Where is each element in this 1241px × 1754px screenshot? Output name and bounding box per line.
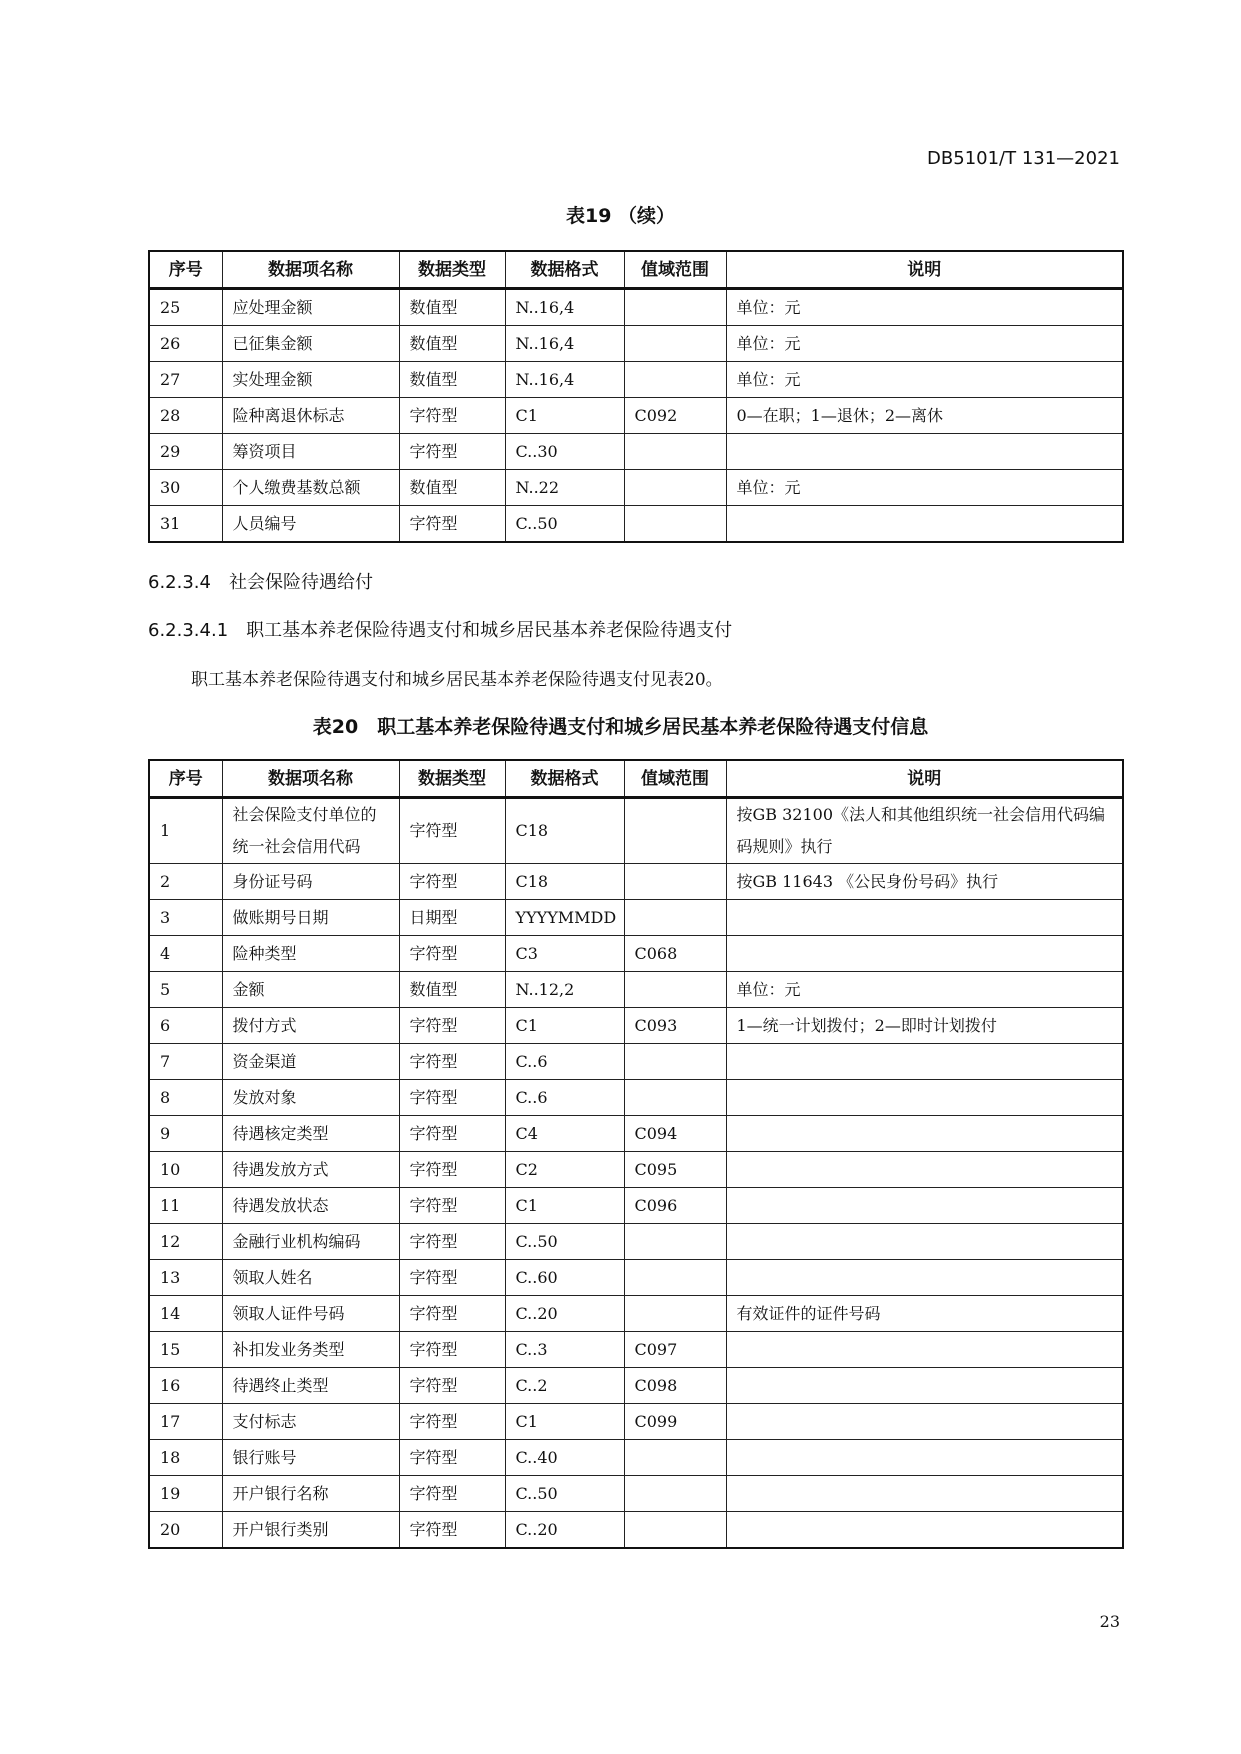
column-header: 数据格式 — [505, 760, 624, 798]
table-cell: C..60 — [505, 1260, 624, 1296]
table-cell: 13 — [149, 1260, 222, 1296]
table-cell: 12 — [149, 1224, 222, 1260]
table-row — [149, 1080, 1123, 1116]
column-header: 序号 — [149, 251, 222, 289]
table-cell: 字符型 — [399, 1296, 505, 1332]
table-cell: 金额 — [222, 972, 399, 1008]
table-cell: 个人缴费基数总额 — [222, 470, 399, 506]
table-cell: C18 — [505, 798, 624, 864]
table-cell: C1 — [505, 1404, 624, 1440]
table-cell: 6 — [149, 1008, 222, 1044]
table-cell: 日期型 — [399, 900, 505, 936]
table-cell — [726, 1152, 1123, 1188]
table-cell: 筹资项目 — [222, 434, 399, 470]
table-cell — [624, 1080, 726, 1116]
table-cell: 19 — [149, 1476, 222, 1512]
table-cell: 字符型 — [399, 1008, 505, 1044]
document-number: DB5101/T 131—2021 — [927, 148, 1120, 169]
table-row — [149, 1332, 1123, 1368]
table-cell — [726, 1188, 1123, 1224]
table-cell: 字符型 — [399, 864, 505, 900]
table-row — [149, 1512, 1123, 1549]
table-cell: C..6 — [505, 1044, 624, 1080]
table-cell: 数值型 — [399, 362, 505, 398]
table-cell: 有效证件的证件号码 — [726, 1296, 1123, 1332]
table-cell: 字符型 — [399, 1152, 505, 1188]
column-header: 说明 — [726, 760, 1123, 798]
table-cell: C18 — [505, 864, 624, 900]
table-cell: 字符型 — [399, 1404, 505, 1440]
table-cell — [726, 1044, 1123, 1080]
table-cell: 25 — [149, 289, 222, 326]
table-cell — [624, 289, 726, 326]
table-cell — [624, 1476, 726, 1512]
table-cell: 15 — [149, 1332, 222, 1368]
table-cell: 开户银行名称 — [222, 1476, 399, 1512]
table-cell — [624, 1512, 726, 1549]
table-cell: 资金渠道 — [222, 1044, 399, 1080]
table-row — [149, 1368, 1123, 1404]
table-row — [149, 1152, 1123, 1188]
table-cell: C1 — [505, 1188, 624, 1224]
table-cell: 字符型 — [399, 1044, 505, 1080]
table-cell — [624, 506, 726, 543]
table-cell: 数值型 — [399, 470, 505, 506]
table-cell: N..12,2 — [505, 972, 624, 1008]
paragraph: 职工基本养老保险待遇支付和城乡居民基本养老保险待遇支付见表20。 — [191, 670, 723, 690]
column-header: 数据项名称 — [222, 760, 399, 798]
table-cell — [624, 864, 726, 900]
table-cell: 字符型 — [399, 1188, 505, 1224]
table-row — [149, 1260, 1123, 1296]
table-cell: 8 — [149, 1080, 222, 1116]
table-cell: N..22 — [505, 470, 624, 506]
table-cell — [624, 900, 726, 936]
table-row — [149, 900, 1123, 936]
table-cell: 领取人证件号码 — [222, 1296, 399, 1332]
table-cell — [624, 1296, 726, 1332]
table-row — [149, 972, 1123, 1008]
table-cell: C..50 — [505, 1476, 624, 1512]
table-cell — [624, 1260, 726, 1296]
table-cell: 字符型 — [399, 1260, 505, 1296]
table-cell: C..20 — [505, 1296, 624, 1332]
table-cell: 字符型 — [399, 798, 505, 864]
table-cell: C095 — [624, 1152, 726, 1188]
table-row — [149, 326, 1123, 362]
table-cell: 拨付方式 — [222, 1008, 399, 1044]
table-cell: C098 — [624, 1368, 726, 1404]
table-cell: 字符型 — [399, 1440, 505, 1476]
table-cell: 按GB 32100《法人和其他组织统一社会信用代码编码规则》执行 — [726, 798, 1123, 864]
table-cell: 险种离退休标志 — [222, 398, 399, 434]
table-cell: C..50 — [505, 1224, 624, 1260]
table-cell: 待遇核定类型 — [222, 1116, 399, 1152]
table-cell: 单位：元 — [726, 326, 1123, 362]
table-cell: 发放对象 — [222, 1080, 399, 1116]
table-cell: C..40 — [505, 1440, 624, 1476]
table-cell: 5 — [149, 972, 222, 1008]
table-cell: 字符型 — [399, 398, 505, 434]
table-cell: 字符型 — [399, 1368, 505, 1404]
table-cell: N..16,4 — [505, 362, 624, 398]
table-row — [149, 1476, 1123, 1512]
table-row — [149, 434, 1123, 470]
column-header: 序号 — [149, 760, 222, 798]
table-cell — [624, 1440, 726, 1476]
table-cell: 3 — [149, 900, 222, 936]
table-row — [149, 1116, 1123, 1152]
table-cell: 实处理金额 — [222, 362, 399, 398]
table-cell: 身份证号码 — [222, 864, 399, 900]
table-row — [149, 289, 1123, 326]
table-row — [149, 798, 1123, 864]
table-cell: 字符型 — [399, 1080, 505, 1116]
table-cell — [726, 900, 1123, 936]
table-cell: 字符型 — [399, 1512, 505, 1549]
table-cell: 9 — [149, 1116, 222, 1152]
table-cell — [726, 1260, 1123, 1296]
table-cell: 数值型 — [399, 326, 505, 362]
table-cell: C..30 — [505, 434, 624, 470]
table-cell: 4 — [149, 936, 222, 972]
table-cell: C..50 — [505, 506, 624, 543]
table-cell: C2 — [505, 1152, 624, 1188]
table-cell — [726, 1224, 1123, 1260]
table-cell: 字符型 — [399, 936, 505, 972]
column-header: 数据类型 — [399, 760, 505, 798]
table-cell — [624, 1044, 726, 1080]
table-cell — [726, 1440, 1123, 1476]
table-cell: C093 — [624, 1008, 726, 1044]
header-row — [149, 251, 1123, 289]
table-row — [149, 936, 1123, 972]
table-cell: C..20 — [505, 1512, 624, 1549]
column-header: 值域范围 — [624, 760, 726, 798]
table-row — [149, 864, 1123, 900]
table-cell: 29 — [149, 434, 222, 470]
table-cell: 补扣发业务类型 — [222, 1332, 399, 1368]
column-header: 数据格式 — [505, 251, 624, 289]
table-cell: C..6 — [505, 1080, 624, 1116]
table-row — [149, 1440, 1123, 1476]
table-cell: C1 — [505, 1008, 624, 1044]
table-cell — [624, 434, 726, 470]
table-cell: YYYYMMDD — [505, 900, 624, 936]
subsection-heading: 6.2.3.4.1 职工基本养老保险待遇支付和城乡居民基本养老保险待遇支付 — [148, 620, 733, 641]
table-cell: 17 — [149, 1404, 222, 1440]
table-cell: 14 — [149, 1296, 222, 1332]
table-cell: 11 — [149, 1188, 222, 1224]
table-cell — [624, 362, 726, 398]
table-row — [149, 1296, 1123, 1332]
table-cell: 1 — [149, 798, 222, 864]
table19-title: 表19 （续） — [565, 205, 676, 227]
table-cell: 26 — [149, 326, 222, 362]
table-cell — [726, 1512, 1123, 1549]
table-cell: N..16,4 — [505, 289, 624, 326]
table-cell: 社会保险支付单位的统一社会信用代码 — [222, 798, 399, 864]
table-row — [149, 1008, 1123, 1044]
table-cell: 16 — [149, 1368, 222, 1404]
table-cell: C068 — [624, 936, 726, 972]
table-cell: 数值型 — [399, 289, 505, 326]
table-cell: 险种类型 — [222, 936, 399, 972]
table-row — [149, 1044, 1123, 1080]
column-header: 值域范围 — [624, 251, 726, 289]
table-cell — [726, 1116, 1123, 1152]
table20-title: 表20 职工基本养老保险待遇支付和城乡居民基本养老保险待遇支付信息 — [312, 716, 929, 738]
table20 — [148, 759, 1124, 1549]
header-row — [149, 760, 1123, 798]
table-row — [149, 1188, 1123, 1224]
table-cell: 18 — [149, 1440, 222, 1476]
table-row — [149, 470, 1123, 506]
table-cell — [624, 972, 726, 1008]
table-cell — [624, 1224, 726, 1260]
table-cell — [726, 1368, 1123, 1404]
table-cell: 单位：元 — [726, 289, 1123, 326]
table-cell: 31 — [149, 506, 222, 543]
table-cell — [624, 326, 726, 362]
table-cell: 按GB 11643 《公民身份号码》执行 — [726, 864, 1123, 900]
table19 — [148, 250, 1124, 543]
page-number: 23 — [1099, 1612, 1120, 1631]
table-row — [149, 398, 1123, 434]
table-cell: 2 — [149, 864, 222, 900]
column-header: 数据项名称 — [222, 251, 399, 289]
table-cell: 待遇发放方式 — [222, 1152, 399, 1188]
table-cell: 字符型 — [399, 506, 505, 543]
table-cell: 字符型 — [399, 1476, 505, 1512]
table-cell — [726, 434, 1123, 470]
column-header: 说明 — [726, 251, 1123, 289]
section-heading: 6.2.3.4 社会保险待遇给付 — [148, 572, 373, 593]
table-cell: 单位：元 — [726, 362, 1123, 398]
table-cell: 单位：元 — [726, 470, 1123, 506]
table-cell: 待遇发放状态 — [222, 1188, 399, 1224]
table-cell: 领取人姓名 — [222, 1260, 399, 1296]
table-row — [149, 1404, 1123, 1440]
table-cell — [726, 1332, 1123, 1368]
table-cell: C096 — [624, 1188, 726, 1224]
column-header: 数据类型 — [399, 251, 505, 289]
table-cell: 20 — [149, 1512, 222, 1549]
table-row — [149, 1224, 1123, 1260]
table-cell: 27 — [149, 362, 222, 398]
table-cell: 0—在职；1—退休；2—离休 — [726, 398, 1123, 434]
table-cell: C..3 — [505, 1332, 624, 1368]
table-cell: 28 — [149, 398, 222, 434]
table-cell: 应处理金额 — [222, 289, 399, 326]
table-cell: 30 — [149, 470, 222, 506]
table-cell — [624, 470, 726, 506]
table-cell: N..16,4 — [505, 326, 624, 362]
table-row — [149, 362, 1123, 398]
table-cell: C1 — [505, 398, 624, 434]
table-cell: 支付标志 — [222, 1404, 399, 1440]
table-cell: 单位：元 — [726, 972, 1123, 1008]
table-cell: 1—统一计划拨付；2—即时计划拨付 — [726, 1008, 1123, 1044]
table-cell: 7 — [149, 1044, 222, 1080]
table-cell: 字符型 — [399, 1224, 505, 1260]
table-cell: C..2 — [505, 1368, 624, 1404]
table-cell: C4 — [505, 1116, 624, 1152]
table-cell: 金融行业机构编码 — [222, 1224, 399, 1260]
table-cell: 银行账号 — [222, 1440, 399, 1476]
table-cell: C094 — [624, 1116, 726, 1152]
table-cell — [726, 936, 1123, 972]
table-cell — [726, 506, 1123, 543]
table-row — [149, 506, 1123, 543]
table-cell: 做账期号日期 — [222, 900, 399, 936]
table-cell: 已征集金额 — [222, 326, 399, 362]
table-cell: 字符型 — [399, 1116, 505, 1152]
table-cell — [726, 1080, 1123, 1116]
table-cell — [726, 1476, 1123, 1512]
table-cell: C092 — [624, 398, 726, 434]
table-cell: 字符型 — [399, 434, 505, 470]
table-cell: C099 — [624, 1404, 726, 1440]
table-cell: 待遇终止类型 — [222, 1368, 399, 1404]
table-cell: C3 — [505, 936, 624, 972]
table-cell — [726, 1404, 1123, 1440]
table-cell: C097 — [624, 1332, 726, 1368]
table-cell — [624, 798, 726, 864]
table-cell: 人员编号 — [222, 506, 399, 543]
table-cell: 字符型 — [399, 1332, 505, 1368]
table-cell: 数值型 — [399, 972, 505, 1008]
table-cell: 开户银行类别 — [222, 1512, 399, 1549]
table-cell: 10 — [149, 1152, 222, 1188]
